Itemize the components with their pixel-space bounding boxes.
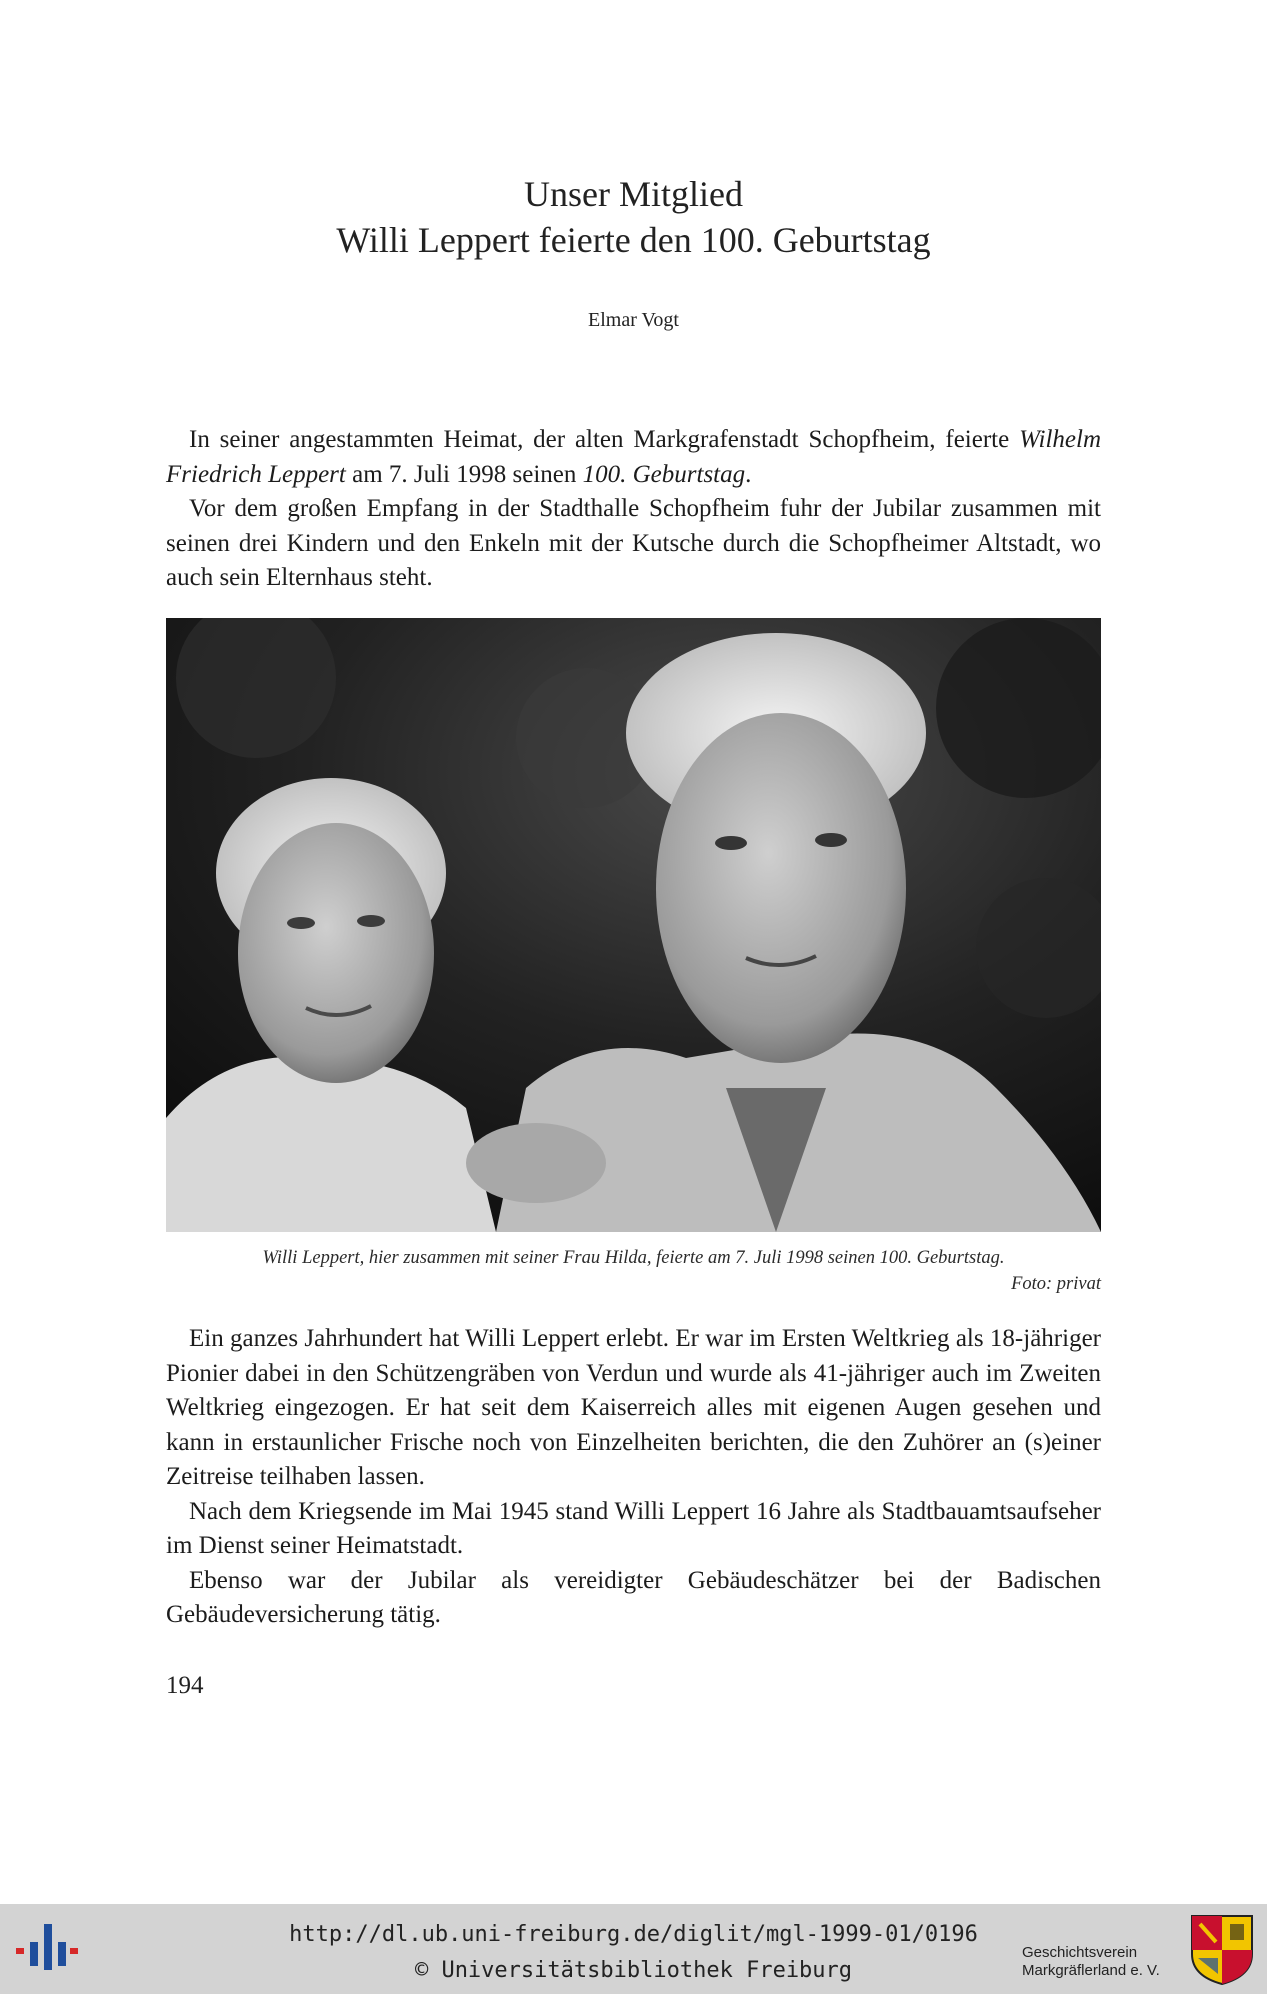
article-author: Elmar Vogt xyxy=(588,309,679,331)
document-url-link[interactable]: http://dl.ub.uni-freiburg.de/diglit/mgl-1999-01/0196 xyxy=(289,1922,978,1947)
paragraph xyxy=(166,423,1101,492)
society-name-line2: Markgräflerland e. V. xyxy=(1022,1962,1160,1979)
paragraph: Ebenso war der Jubilar als vereidigter Gebäudeschätzer bei der Badischen Gebäudeversicherung tätig. xyxy=(166,1566,1101,1628)
body-text xyxy=(166,1322,1101,1633)
person-name: Wilhelm Friedrich Leppert xyxy=(166,426,1102,488)
viewer-footer xyxy=(0,1904,1267,1994)
portrait-photo xyxy=(166,618,1101,1232)
paragraph-text: am 7. Juli 1998 seinen xyxy=(345,460,583,488)
photo-illustration xyxy=(166,618,1101,1232)
coat-of-arms-icon[interactable] xyxy=(1190,1914,1254,1986)
copyright-notice: © Universitätsbibliothek Freiburg xyxy=(414,1958,853,1983)
article-title: Willi Leppert feierte den 100. Geburtstag xyxy=(336,220,931,260)
event-name: 100. Geburtstag xyxy=(582,460,746,488)
page-number: 194 xyxy=(166,1672,204,1699)
photo-caption: Willi Leppert, hier zusammen mit seiner Frau Hilda, feierte am 7. Juli 1998 seinen 100. Geburtstag. xyxy=(262,1248,1005,1268)
photo-credit: Foto: privat xyxy=(1011,1274,1101,1294)
paragraph: Vor dem großen Empfang in der Stadthalle Schopfheim fuhr der Jubilar zusammen mit seinen drei Kindern und den Enkeln mit der Kutsche durch die Schopfheimer Altstadt, wo auch sein Elternhaus steht. xyxy=(166,495,1101,591)
paragraph-text: . xyxy=(745,460,752,488)
paragraph-text: In seiner angestammten Heimat, der alten Markgrafenstadt Schopfheim, feierte xyxy=(189,426,1010,453)
society-name[interactable] xyxy=(1022,1944,1160,1980)
society-name-line1: Geschichtsverein xyxy=(1022,1944,1138,1961)
paragraph: Ein ganzes Jahrhundert hat Willi Leppert erlebt. Er war im Ersten Weltkrieg als 18-jähriger Pionier dabei in den Schützengräben von Verdun und wurde als 41-jähriger auch im Zweiten Weltkrieg eingezogen. Er hat seit dem Kaiserreich alles mit eigenen Augen gesehen und kann in erstaunlicher Frische noch von Einzelheiten berichten, die den Zuhörer an (s)einer Zeitreise teilhaben lassen. xyxy=(166,1325,1101,1490)
intro-text xyxy=(166,423,1101,596)
paragraph: Nach dem Kriegsende im Mai 1945 stand Willi Leppert 16 Jahre als Stadtbauamtsaufseher im Dienst seiner Heimatstadt. xyxy=(166,1497,1101,1559)
article-kicker: Unser Mitglied xyxy=(524,174,743,214)
